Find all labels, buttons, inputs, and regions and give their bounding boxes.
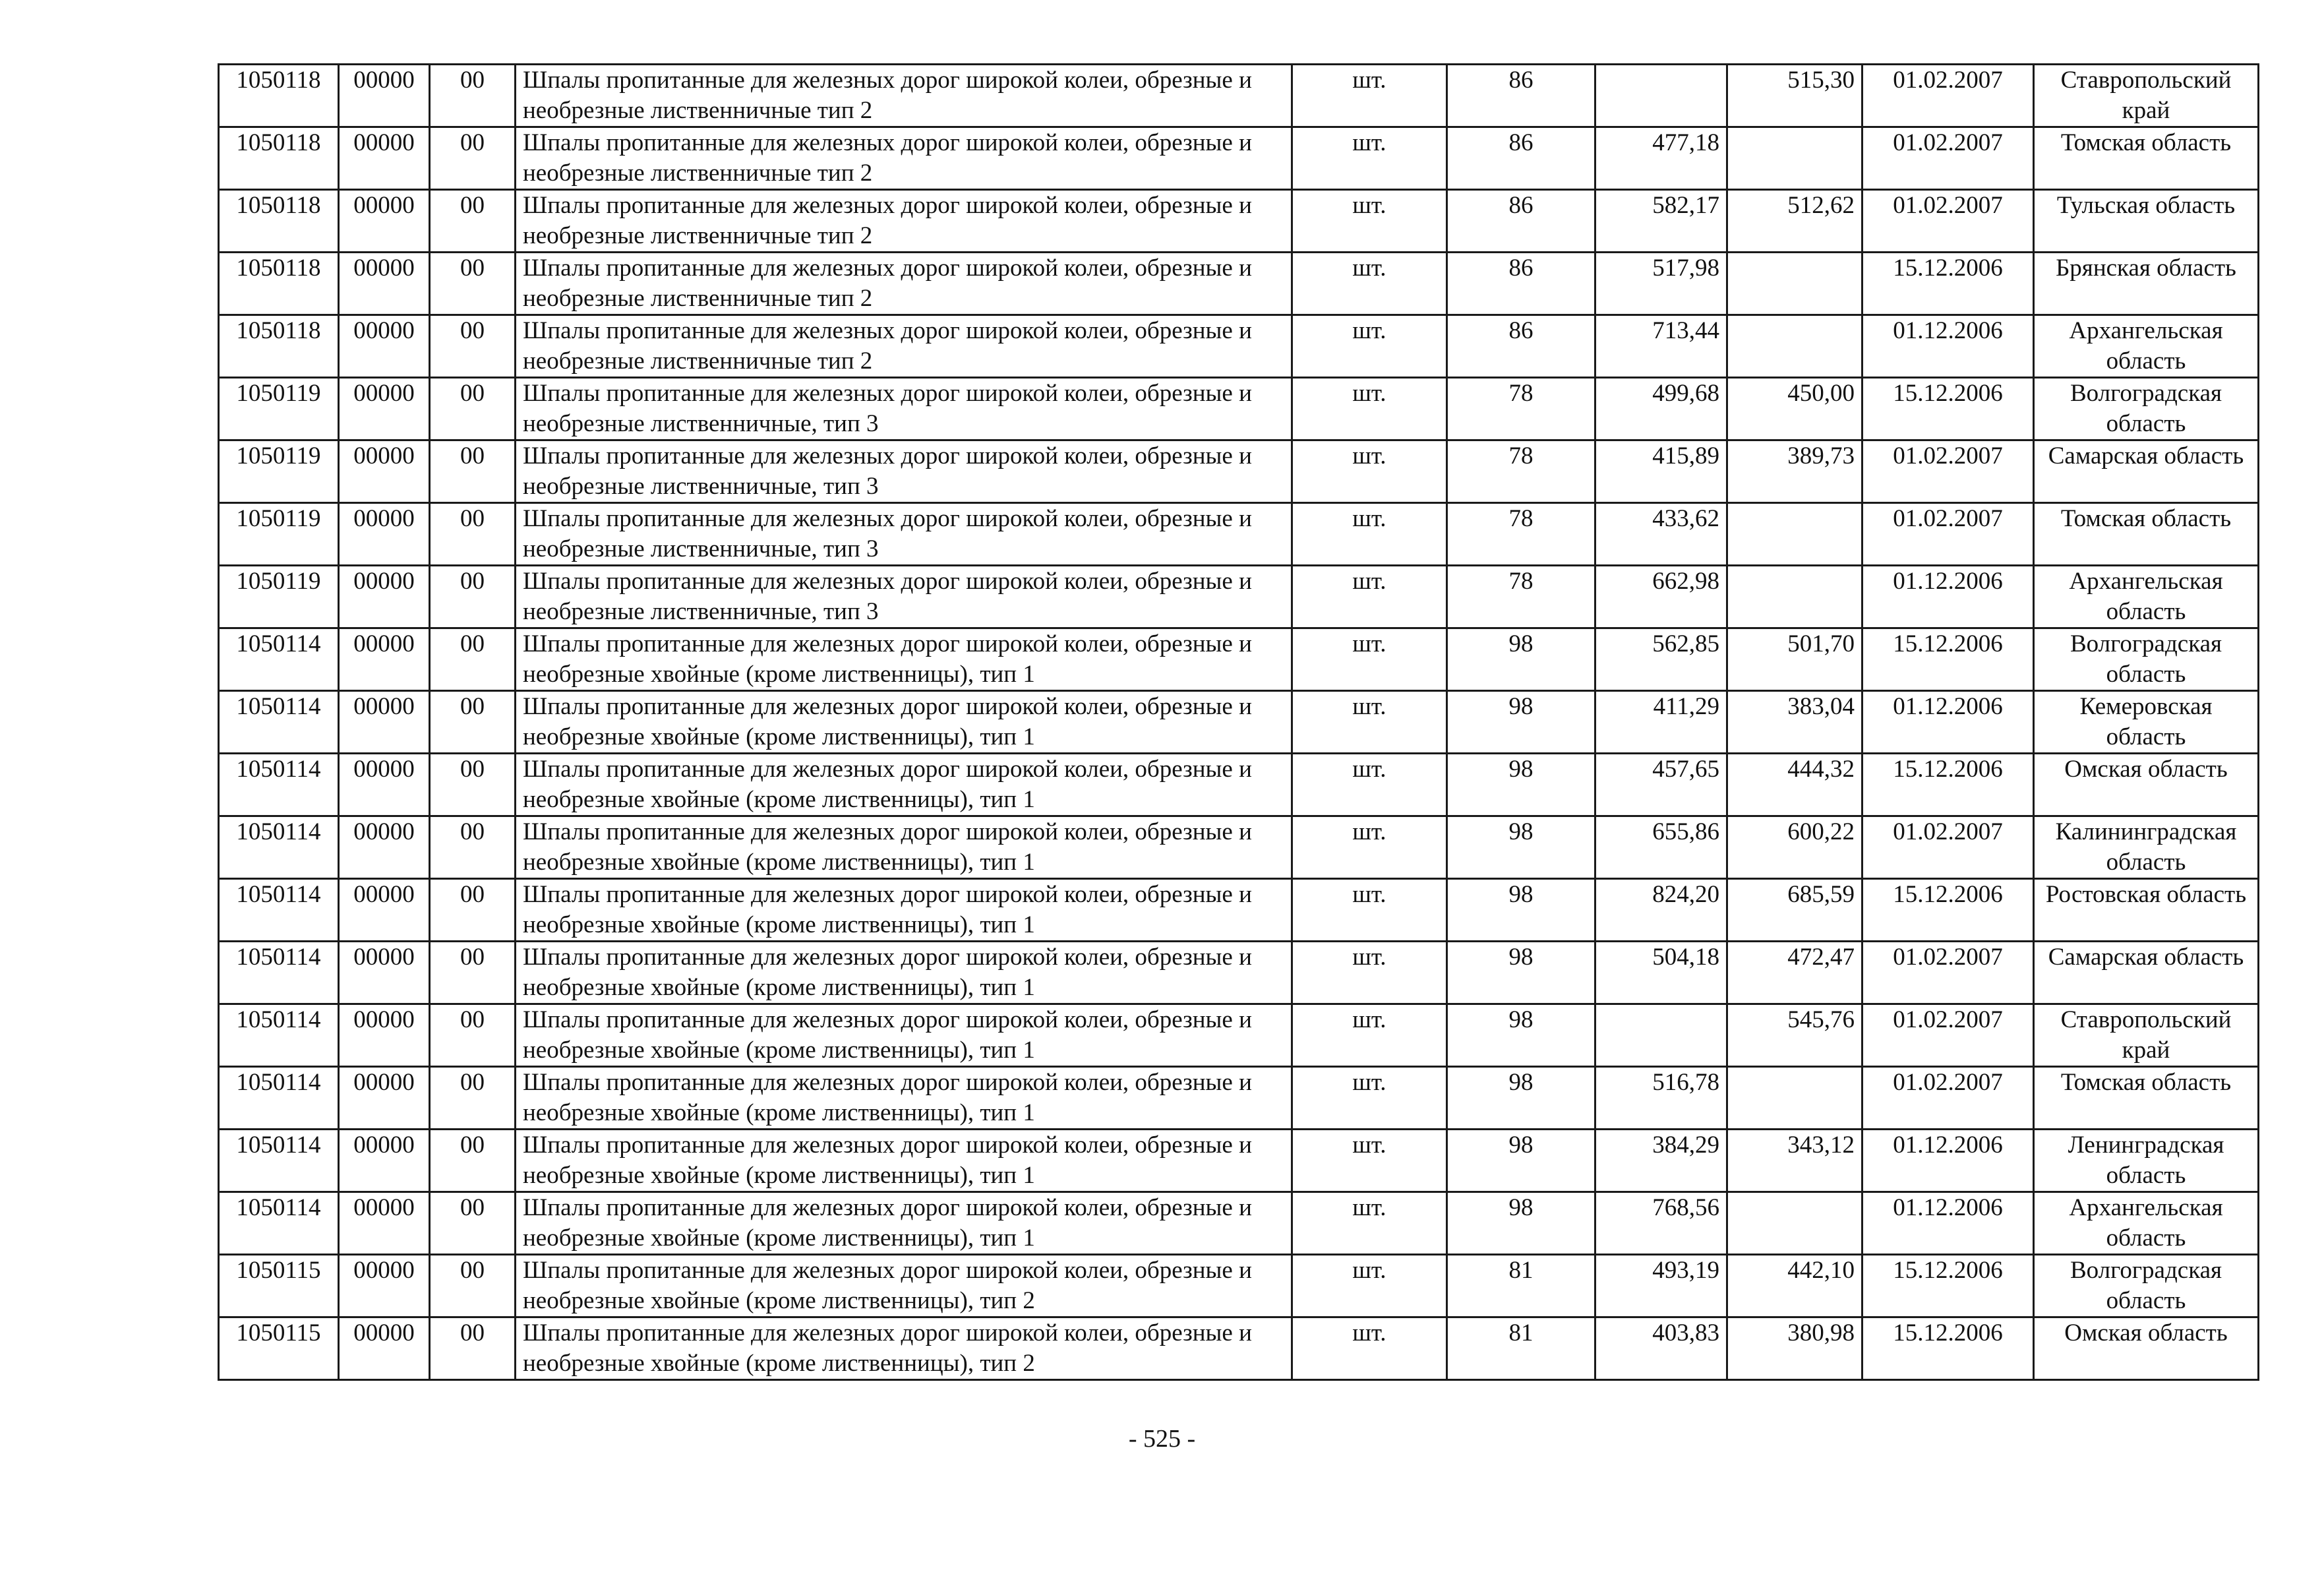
date-cell: 15.12.2006: [1862, 253, 2034, 315]
date-cell: 01.02.2007: [1862, 1067, 2034, 1130]
date-cell: 15.12.2006: [1862, 628, 2034, 691]
quantity-cell: 86: [1447, 190, 1595, 253]
price-1-cell: 403,83: [1595, 1317, 1727, 1380]
subcode-cell: 00000: [339, 879, 430, 942]
subcode-cell: 00000: [339, 1130, 430, 1192]
table-row: [219, 315, 2259, 378]
quantity-cell: 98: [1447, 1192, 1595, 1255]
date-cell: 15.12.2006: [1862, 1317, 2034, 1380]
resource-code-cell: 1050118: [219, 65, 339, 127]
extension-code-cell: 00: [430, 253, 516, 315]
extension-code-cell: 00: [430, 879, 516, 942]
region-cell: Волгоградская область: [2034, 628, 2259, 691]
resource-code-cell: 1050119: [219, 566, 339, 628]
price-1-cell: 457,65: [1595, 754, 1727, 816]
table-row: [219, 628, 2259, 691]
extension-code-cell: 00: [430, 378, 516, 440]
description-cell: Шпалы пропитанные для железных дорог широкой колеи, обрезные и необрезные хвойные (кроме лиственницы), тип 1: [516, 691, 1292, 754]
extension-code-cell: 00: [430, 503, 516, 566]
description-cell: Шпалы пропитанные для железных дорог широкой колеи, обрезные и необрезные лиственничные тип 2: [516, 65, 1292, 127]
price-1-cell: 582,17: [1595, 190, 1727, 253]
table-row: [219, 816, 2259, 879]
price-2-cell: [1727, 566, 1862, 628]
description-cell: Шпалы пропитанные для железных дорог широкой колеи, обрезные и необрезные хвойные (кроме лиственницы), тип 1: [516, 879, 1292, 942]
region-cell: Томская область: [2034, 1067, 2259, 1130]
table-row: [219, 1004, 2259, 1067]
resource-code-cell: 1050118: [219, 253, 339, 315]
price-1-cell: 713,44: [1595, 315, 1727, 378]
resource-code-cell: 1050119: [219, 503, 339, 566]
price-1-cell: 662,98: [1595, 566, 1727, 628]
date-cell: 01.02.2007: [1862, 440, 2034, 503]
extension-code-cell: 00: [430, 1192, 516, 1255]
table-row: [219, 942, 2259, 1004]
region-cell: Ленинградская область: [2034, 1130, 2259, 1192]
price-2-cell: [1727, 1192, 1862, 1255]
extension-code-cell: 00: [430, 440, 516, 503]
price-2-cell: [1727, 315, 1862, 378]
price-1-cell: [1595, 1004, 1727, 1067]
subcode-cell: 00000: [339, 942, 430, 1004]
price-2-cell: 472,47: [1727, 942, 1862, 1004]
description-cell: Шпалы пропитанные для железных дорог широкой колеи, обрезные и необрезные лиственничные тип 2: [516, 253, 1292, 315]
price-1-cell: 517,98: [1595, 253, 1727, 315]
price-2-cell: 383,04: [1727, 691, 1862, 754]
description-cell: Шпалы пропитанные для железных дорог широкой колеи, обрезные и необрезные хвойные (кроме лиственницы), тип 1: [516, 816, 1292, 879]
price-2-cell: [1727, 127, 1862, 190]
unit-cell: шт.: [1292, 503, 1447, 566]
price-1-cell: 415,89: [1595, 440, 1727, 503]
date-cell: 15.12.2006: [1862, 378, 2034, 440]
extension-code-cell: 00: [430, 65, 516, 127]
price-2-cell: 380,98: [1727, 1317, 1862, 1380]
extension-code-cell: 00: [430, 1317, 516, 1380]
quantity-cell: 86: [1447, 127, 1595, 190]
table-row: [219, 1317, 2259, 1380]
resource-code-cell: 1050114: [219, 816, 339, 879]
description-cell: Шпалы пропитанные для железных дорог широкой колеи, обрезные и необрезные лиственничные, тип 3: [516, 378, 1292, 440]
date-cell: 15.12.2006: [1862, 1255, 2034, 1317]
price-2-cell: [1727, 503, 1862, 566]
date-cell: 01.12.2006: [1862, 1192, 2034, 1255]
table-row: [219, 503, 2259, 566]
quantity-cell: 81: [1447, 1255, 1595, 1317]
date-cell: 01.12.2006: [1862, 315, 2034, 378]
extension-code-cell: 00: [430, 942, 516, 1004]
resource-code-cell: 1050114: [219, 691, 339, 754]
date-cell: 01.02.2007: [1862, 816, 2034, 879]
table-row: [219, 1255, 2259, 1317]
subcode-cell: 00000: [339, 65, 430, 127]
extension-code-cell: 00: [430, 315, 516, 378]
description-cell: Шпалы пропитанные для железных дорог широкой колеи, обрезные и необрезные хвойные (кроме лиственницы), тип 1: [516, 942, 1292, 1004]
price-2-cell: 389,73: [1727, 440, 1862, 503]
quantity-cell: 98: [1447, 754, 1595, 816]
price-1-cell: 499,68: [1595, 378, 1727, 440]
description-cell: Шпалы пропитанные для железных дорог широкой колеи, обрезные и необрезные хвойные (кроме лиственницы), тип 1: [516, 1192, 1292, 1255]
resource-code-cell: 1050119: [219, 378, 339, 440]
description-cell: Шпалы пропитанные для железных дорог широкой колеи, обрезные и необрезные лиственничные, тип 3: [516, 566, 1292, 628]
unit-cell: шт.: [1292, 1192, 1447, 1255]
unit-cell: шт.: [1292, 1004, 1447, 1067]
subcode-cell: 00000: [339, 1192, 430, 1255]
description-cell: Шпалы пропитанные для железных дорог широкой колеи, обрезные и необрезные хвойные (кроме лиственницы), тип 1: [516, 1067, 1292, 1130]
unit-cell: шт.: [1292, 65, 1447, 127]
price-1-cell: 516,78: [1595, 1067, 1727, 1130]
description-cell: Шпалы пропитанные для железных дорог широкой колеи, обрезные и необрезные лиственничные тип 2: [516, 315, 1292, 378]
extension-code-cell: 00: [430, 1255, 516, 1317]
price-table: [218, 63, 2259, 1381]
description-cell: Шпалы пропитанные для железных дорог широкой колеи, обрезные и необрезные лиственничные тип 2: [516, 127, 1292, 190]
region-cell: Архангельская область: [2034, 566, 2259, 628]
table-row: [219, 190, 2259, 253]
table-row: [219, 440, 2259, 503]
quantity-cell: 86: [1447, 65, 1595, 127]
price-2-cell: 685,59: [1727, 879, 1862, 942]
unit-cell: шт.: [1292, 190, 1447, 253]
unit-cell: шт.: [1292, 754, 1447, 816]
table-row: [219, 65, 2259, 127]
price-2-cell: 501,70: [1727, 628, 1862, 691]
unit-cell: шт.: [1292, 1130, 1447, 1192]
price-2-cell: [1727, 1067, 1862, 1130]
region-cell: Самарская область: [2034, 440, 2259, 503]
resource-code-cell: 1050114: [219, 1130, 339, 1192]
price-1-cell: 504,18: [1595, 942, 1727, 1004]
price-1-cell: 493,19: [1595, 1255, 1727, 1317]
price-1-cell: 433,62: [1595, 503, 1727, 566]
description-cell: Шпалы пропитанные для железных дорог широкой колеи, обрезные и необрезные хвойные (кроме лиственницы), тип 1: [516, 1130, 1292, 1192]
table-body: [219, 65, 2259, 1380]
quantity-cell: 98: [1447, 691, 1595, 754]
quantity-cell: 78: [1447, 440, 1595, 503]
subcode-cell: 00000: [339, 315, 430, 378]
quantity-cell: 81: [1447, 1317, 1595, 1380]
region-cell: Волгоградская область: [2034, 1255, 2259, 1317]
subcode-cell: 00000: [339, 1317, 430, 1380]
region-cell: Самарская область: [2034, 942, 2259, 1004]
price-1-cell: 411,29: [1595, 691, 1727, 754]
resource-code-cell: 1050114: [219, 879, 339, 942]
quantity-cell: 78: [1447, 378, 1595, 440]
unit-cell: шт.: [1292, 1067, 1447, 1130]
quantity-cell: 98: [1447, 1067, 1595, 1130]
table-row: [219, 754, 2259, 816]
quantity-cell: 98: [1447, 942, 1595, 1004]
subcode-cell: 00000: [339, 566, 430, 628]
table-row: [219, 127, 2259, 190]
region-cell: Архангельская область: [2034, 315, 2259, 378]
quantity-cell: 98: [1447, 879, 1595, 942]
unit-cell: шт.: [1292, 1317, 1447, 1380]
extension-code-cell: 00: [430, 628, 516, 691]
extension-code-cell: 00: [430, 127, 516, 190]
table-row: [219, 879, 2259, 942]
extension-code-cell: 00: [430, 1004, 516, 1067]
unit-cell: шт.: [1292, 628, 1447, 691]
description-cell: Шпалы пропитанные для железных дорог широкой колеи, обрезные и необрезные лиственничные, тип 3: [516, 440, 1292, 503]
table-row: [219, 1067, 2259, 1130]
region-cell: Брянская область: [2034, 253, 2259, 315]
subcode-cell: 00000: [339, 440, 430, 503]
table-row: [219, 566, 2259, 628]
table-row: [219, 691, 2259, 754]
table-row: [219, 1130, 2259, 1192]
subcode-cell: 00000: [339, 127, 430, 190]
price-1-cell: [1595, 65, 1727, 127]
date-cell: 01.02.2007: [1862, 1004, 2034, 1067]
date-cell: 01.02.2007: [1862, 942, 2034, 1004]
region-cell: Омская область: [2034, 754, 2259, 816]
price-2-cell: 515,30: [1727, 65, 1862, 127]
quantity-cell: 86: [1447, 253, 1595, 315]
region-cell: Волгоградская область: [2034, 378, 2259, 440]
date-cell: 01.02.2007: [1862, 190, 2034, 253]
date-cell: 01.02.2007: [1862, 127, 2034, 190]
quantity-cell: 86: [1447, 315, 1595, 378]
description-cell: Шпалы пропитанные для железных дорог широкой колеи, обрезные и необрезные хвойные (кроме лиственницы), тип 1: [516, 628, 1292, 691]
table-row: [219, 378, 2259, 440]
unit-cell: шт.: [1292, 127, 1447, 190]
price-2-cell: 450,00: [1727, 378, 1862, 440]
date-cell: 01.12.2006: [1862, 691, 2034, 754]
unit-cell: шт.: [1292, 942, 1447, 1004]
extension-code-cell: 00: [430, 691, 516, 754]
region-cell: Калининградская область: [2034, 816, 2259, 879]
extension-code-cell: 00: [430, 190, 516, 253]
resource-code-cell: 1050114: [219, 942, 339, 1004]
region-cell: Архангельская область: [2034, 1192, 2259, 1255]
resource-code-cell: 1050114: [219, 1067, 339, 1130]
quantity-cell: 78: [1447, 503, 1595, 566]
resource-code-cell: 1050114: [219, 1192, 339, 1255]
extension-code-cell: 00: [430, 816, 516, 879]
price-2-cell: 444,32: [1727, 754, 1862, 816]
subcode-cell: 00000: [339, 816, 430, 879]
description-cell: Шпалы пропитанные для железных дорог широкой колеи, обрезные и необрезные лиственничные, тип 3: [516, 503, 1292, 566]
extension-code-cell: 00: [430, 754, 516, 816]
subcode-cell: 00000: [339, 628, 430, 691]
quantity-cell: 98: [1447, 1004, 1595, 1067]
subcode-cell: 00000: [339, 1255, 430, 1317]
resource-code-cell: 1050118: [219, 190, 339, 253]
table-row: [219, 253, 2259, 315]
region-cell: Ростовская область: [2034, 879, 2259, 942]
description-cell: Шпалы пропитанные для железных дорог широкой колеи, обрезные и необрезные хвойные (кроме лиственницы), тип 1: [516, 754, 1292, 816]
region-cell: Ставропольский край: [2034, 65, 2259, 127]
unit-cell: шт.: [1292, 1255, 1447, 1317]
date-cell: 01.12.2006: [1862, 566, 2034, 628]
price-1-cell: 384,29: [1595, 1130, 1727, 1192]
price-1-cell: 824,20: [1595, 879, 1727, 942]
date-cell: 15.12.2006: [1862, 879, 2034, 942]
price-2-cell: 343,12: [1727, 1130, 1862, 1192]
resource-code-cell: 1050115: [219, 1255, 339, 1317]
unit-cell: шт.: [1292, 691, 1447, 754]
price-2-cell: 600,22: [1727, 816, 1862, 879]
region-cell: Томская область: [2034, 503, 2259, 566]
region-cell: Омская область: [2034, 1317, 2259, 1380]
unit-cell: шт.: [1292, 879, 1447, 942]
unit-cell: шт.: [1292, 253, 1447, 315]
extension-code-cell: 00: [430, 1067, 516, 1130]
quantity-cell: 98: [1447, 816, 1595, 879]
date-cell: 15.12.2006: [1862, 754, 2034, 816]
unit-cell: шт.: [1292, 378, 1447, 440]
region-cell: Кемеровская область: [2034, 691, 2259, 754]
subcode-cell: 00000: [339, 754, 430, 816]
description-cell: Шпалы пропитанные для железных дорог широкой колеи, обрезные и необрезные лиственничные тип 2: [516, 190, 1292, 253]
date-cell: 01.02.2007: [1862, 65, 2034, 127]
subcode-cell: 00000: [339, 190, 430, 253]
resource-code-cell: 1050119: [219, 440, 339, 503]
page-number: - 525 -: [1128, 1425, 1196, 1453]
table-row: [219, 1192, 2259, 1255]
resource-code-cell: 1050114: [219, 628, 339, 691]
resource-code-cell: 1050114: [219, 1004, 339, 1067]
unit-cell: шт.: [1292, 315, 1447, 378]
subcode-cell: 00000: [339, 1004, 430, 1067]
date-cell: 01.12.2006: [1862, 1130, 2034, 1192]
price-1-cell: 562,85: [1595, 628, 1727, 691]
quantity-cell: 98: [1447, 1130, 1595, 1192]
resource-code-cell: 1050118: [219, 315, 339, 378]
price-1-cell: 655,86: [1595, 816, 1727, 879]
subcode-cell: 00000: [339, 378, 430, 440]
region-cell: Тульская область: [2034, 190, 2259, 253]
price-2-cell: 545,76: [1727, 1004, 1862, 1067]
quantity-cell: 98: [1447, 628, 1595, 691]
price-2-cell: 442,10: [1727, 1255, 1862, 1317]
subcode-cell: 00000: [339, 253, 430, 315]
subcode-cell: 00000: [339, 1067, 430, 1130]
region-cell: Ставропольский край: [2034, 1004, 2259, 1067]
price-2-cell: [1727, 253, 1862, 315]
quantity-cell: 78: [1447, 566, 1595, 628]
region-cell: Томская область: [2034, 127, 2259, 190]
subcode-cell: 00000: [339, 691, 430, 754]
extension-code-cell: 00: [430, 1130, 516, 1192]
date-cell: 01.02.2007: [1862, 503, 2034, 566]
extension-code-cell: 00: [430, 566, 516, 628]
unit-cell: шт.: [1292, 566, 1447, 628]
unit-cell: шт.: [1292, 440, 1447, 503]
description-cell: Шпалы пропитанные для железных дорог широкой колеи, обрезные и необрезные хвойные (кроме лиственницы), тип 2: [516, 1317, 1292, 1380]
subcode-cell: 00000: [339, 503, 430, 566]
unit-cell: шт.: [1292, 816, 1447, 879]
description-cell: Шпалы пропитанные для железных дорог широкой колеи, обрезные и необрезные хвойные (кроме лиственницы), тип 1: [516, 1004, 1292, 1067]
resource-code-cell: 1050118: [219, 127, 339, 190]
description-cell: Шпалы пропитанные для железных дорог широкой колеи, обрезные и необрезные хвойные (кроме лиственницы), тип 2: [516, 1255, 1292, 1317]
resource-code-cell: 1050115: [219, 1317, 339, 1380]
price-1-cell: 768,56: [1595, 1192, 1727, 1255]
price-2-cell: 512,62: [1727, 190, 1862, 253]
resource-code-cell: 1050114: [219, 754, 339, 816]
price-1-cell: 477,18: [1595, 127, 1727, 190]
